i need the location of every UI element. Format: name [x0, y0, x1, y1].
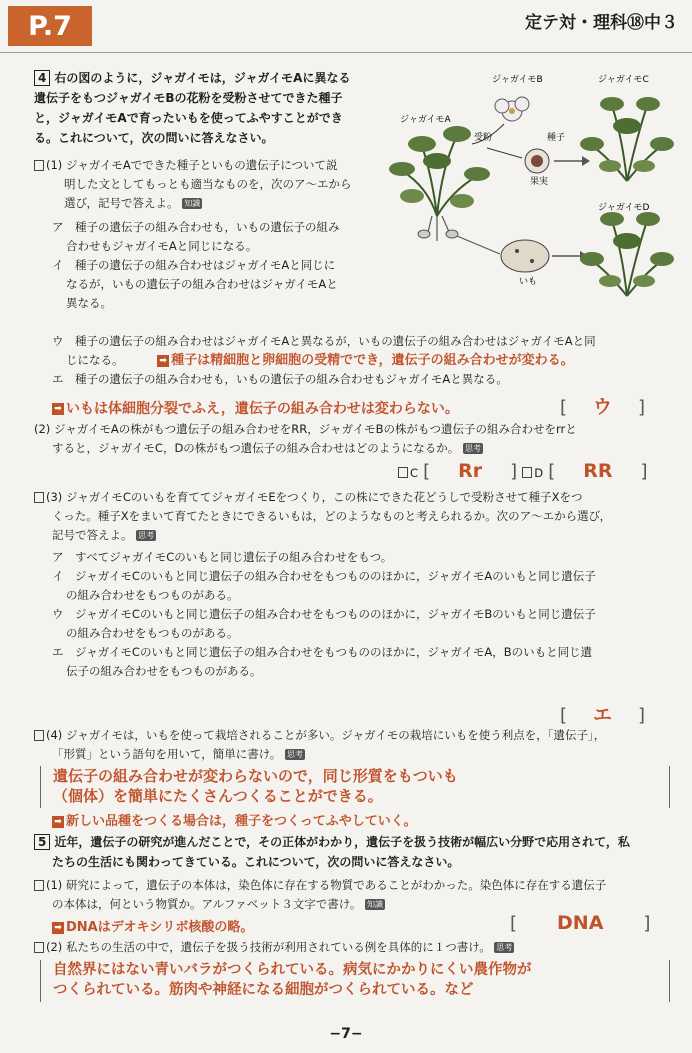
figure-label-d: ジャガイモD: [598, 203, 650, 213]
answer-line: つくられている。筋肉や神経になる細胞がつくられている。など: [53, 982, 474, 998]
figure-label-imo: いも: [519, 277, 538, 287]
q4-intro-line: と，ジャガイモAで育ったいもを使ってふやすことができ: [34, 111, 343, 125]
q4-sub1-question: [34, 156, 379, 213]
figure-label-fruit: 果実: [530, 177, 549, 187]
q5-intro: 5 近年，遺伝子の研究が進んだことで，その正体がわかり，遺伝子を扱う技術が幅広い分野で応用されて，私 たちの生活にも関わってきている。これについて，次の問いに答えなさい。: [34, 832, 684, 872]
answer-line: （個体）を簡単にたくさんつくることができる。: [53, 787, 383, 805]
q5-sub1-answer-box: [ DNA ]: [510, 912, 651, 934]
q4-sub2-question: (2) ジャガイモAの株がもつ遺伝子の組み合わせをRR，ジャガイモBの株がもつ遺伝子の組み合わせをrrと すると，ジャガイモC，Dの株がもつ遺伝子の組み合わせはどのようになるか。 思考: [34, 422, 577, 455]
q-line: ジャガイモAでできた種子といもの遺伝子について説: [65, 158, 338, 172]
figure-label-c: ジャガイモC: [598, 75, 649, 85]
q-line: 明した文としてもっとも適当なものを，次のア～エから: [64, 177, 352, 191]
choice-item: ウ 種子の遺伝子の組み合わせはジャガイモAと異なるが，いもの遺伝子の組み合わせはジャガイモAと同 じになる。 ➡ 種子は精細胞と卵細胞の受精ででき，遺伝子の組み合わせが変わる。: [52, 334, 596, 368]
q4-number: 4: [34, 70, 50, 86]
answer: Rr: [458, 460, 483, 482]
checkbox[interactable]: [34, 160, 44, 171]
choice-item: エ 種子の遺伝子の組み合わせも，いもの遺伝子の組み合わせもジャガイモAと異なる。: [52, 372, 508, 386]
arrow-icon: ➡: [52, 816, 64, 828]
choice-item: エ ジャガイモCのいもと同じ遺伝子の組み合わせをもつもののほかに，ジャガイモA，Bのいもと同じ遺 伝子の組み合わせをもつものがある。: [52, 645, 593, 678]
choice-item: ア 種子の遺伝子の組み合わせも，いもの遺伝子の組み 合わせもジャガイモAと同じになる。: [52, 220, 340, 253]
tag-badge: 知識: [367, 900, 384, 909]
answer-line: 自然界にはない青いバラがつくられている。病気にかかりにくい農作物が: [53, 962, 532, 978]
choice-item: イ 種子の遺伝子の組み合わせはジャガイモAと同じに なるが，いもの遺伝子の組み合わせはジャガイモAと 異なる。: [52, 258, 338, 310]
answer: DNA: [557, 912, 604, 934]
q5-sub2-question: (2) 私たちの生活の中で，遺伝子を扱う技術が利用されている例を具体的に１つ書け。 思考: [34, 938, 684, 957]
answer-line: 遺伝子の組み合わせが変わらないので，同じ形質をもついも: [53, 767, 458, 785]
potato-figure: [382, 66, 682, 316]
q4-intro-line: 遺伝子をもつジャガイモBの花粉を受粉させてできた種子: [34, 91, 343, 105]
q4-sub1-choices-ai: [52, 218, 382, 313]
q4-sub1-choices-ue: [52, 332, 682, 389]
arrow-icon: ➡: [52, 403, 64, 415]
q5-number: 5: [34, 834, 50, 850]
choice-item: イ ジャガイモCのいもと同じ遺伝子の組み合わせをもつもののほかに，ジャガイモAのいもと同じ遺伝子 の組み合わせをもつものがある。: [52, 569, 596, 602]
sub-num: (1): [46, 158, 63, 172]
q4-sub3-question: (3) ジャガイモCのいもを育ててジャガイモEをつくり，この株にできた花どうしで受粉させて種子Xをつ くった。種子Xをまいて育てたときにできるいもは，どのようなものと考えられるか。次のア～エから選び， 記号で答えよ。 思考: [34, 488, 684, 545]
q4-sub4-question: (4) ジャガイモは，いもを使って栽培されることが多い。ジャガイモの栽培にいもを使う利点を，「遺伝子」， 「形質」という語句を用いて，簡単に書け。 思考: [34, 726, 684, 764]
arrow-icon: ➡: [157, 355, 169, 367]
q4-sub3-answer-box: [ エ ]: [560, 704, 646, 726]
q4-sub1-answer-box: [ ウ ]: [560, 396, 646, 418]
plant-b-flower: [495, 97, 529, 121]
answer: ウ: [593, 396, 613, 418]
q4-intro: [34, 68, 394, 148]
arrow-icon: ➡: [52, 922, 64, 934]
page-badge: P.7: [8, 6, 92, 46]
figure-label-pollination: 受粉: [474, 133, 493, 143]
checkbox[interactable]: [34, 880, 44, 891]
q4-sub4-answer-box: [40, 766, 670, 808]
choice-item: ア すべてジャガイモCのいもと同じ遺伝子の組み合わせをもつ。: [52, 550, 393, 564]
figure-label-a: ジャガイモA: [400, 115, 451, 125]
q4-sub3-choices: [52, 548, 682, 681]
q4-sub1-note2: ➡ いもは体細胞分裂でふえ，遺伝子の組み合わせは変わらない。: [52, 398, 459, 418]
q4-sub4-note: ➡ 新しい品種をつくる場合は，種子をつくってふやしていく。: [52, 810, 416, 829]
tag-badge: 知識: [184, 199, 201, 208]
header-divider: [0, 52, 692, 53]
q4-intro-line: 右の図のように，ジャガイモは，ジャガイモAに異なる: [54, 71, 351, 85]
plant-c-illustration: [580, 97, 674, 181]
header-title: 定テ対・理科⑱中３: [525, 13, 678, 33]
tag-badge: 思考: [138, 531, 155, 540]
checkbox[interactable]: [34, 492, 44, 503]
plant-d-illustration: [580, 212, 674, 296]
tag-badge: 思考: [286, 750, 303, 759]
q-line: 選び，記号で答えよ。: [64, 196, 179, 210]
checkbox[interactable]: [34, 942, 44, 953]
q5-sub1-note: ➡ DNAはデオキシリボ核酸の略。: [52, 916, 253, 935]
checkbox[interactable]: [398, 467, 408, 478]
figure-label-b: ジャガイモB: [492, 75, 543, 85]
tag-badge: 思考: [464, 444, 481, 453]
choice-item: ウ ジャガイモCのいもと同じ遺伝子の組み合わせをもつもののほかに，ジャガイモBのいもと同じ遺伝子 の組み合わせをもつものがある。: [52, 607, 596, 640]
q5-sub1-question: (1) 研究によって，遺伝子の本体は，染色体に存在する物質であることがわかった。染色体に存在する遺伝子 の本体は，何という物質か。アルファベット３文字で書け。 知識: [34, 876, 684, 914]
q5-sub2-answer-box: [40, 960, 670, 1002]
note: 種子は精細胞と卵細胞の受精ででき，遺伝子の組み合わせが変わる。: [171, 353, 574, 368]
tag-badge: 思考: [496, 943, 513, 952]
figure-label-seed: 種子: [547, 133, 566, 143]
answer: RR: [583, 460, 613, 482]
checkbox[interactable]: [34, 730, 44, 741]
q4-sub2-answers: C [ Rr ] D [ RR ]: [398, 460, 683, 483]
q4-intro-line: る。これについて，次の問いに答えなさい。: [34, 131, 274, 145]
page-number: −7−: [329, 1026, 363, 1042]
checkbox[interactable]: [522, 467, 532, 478]
answer: エ: [593, 704, 613, 726]
